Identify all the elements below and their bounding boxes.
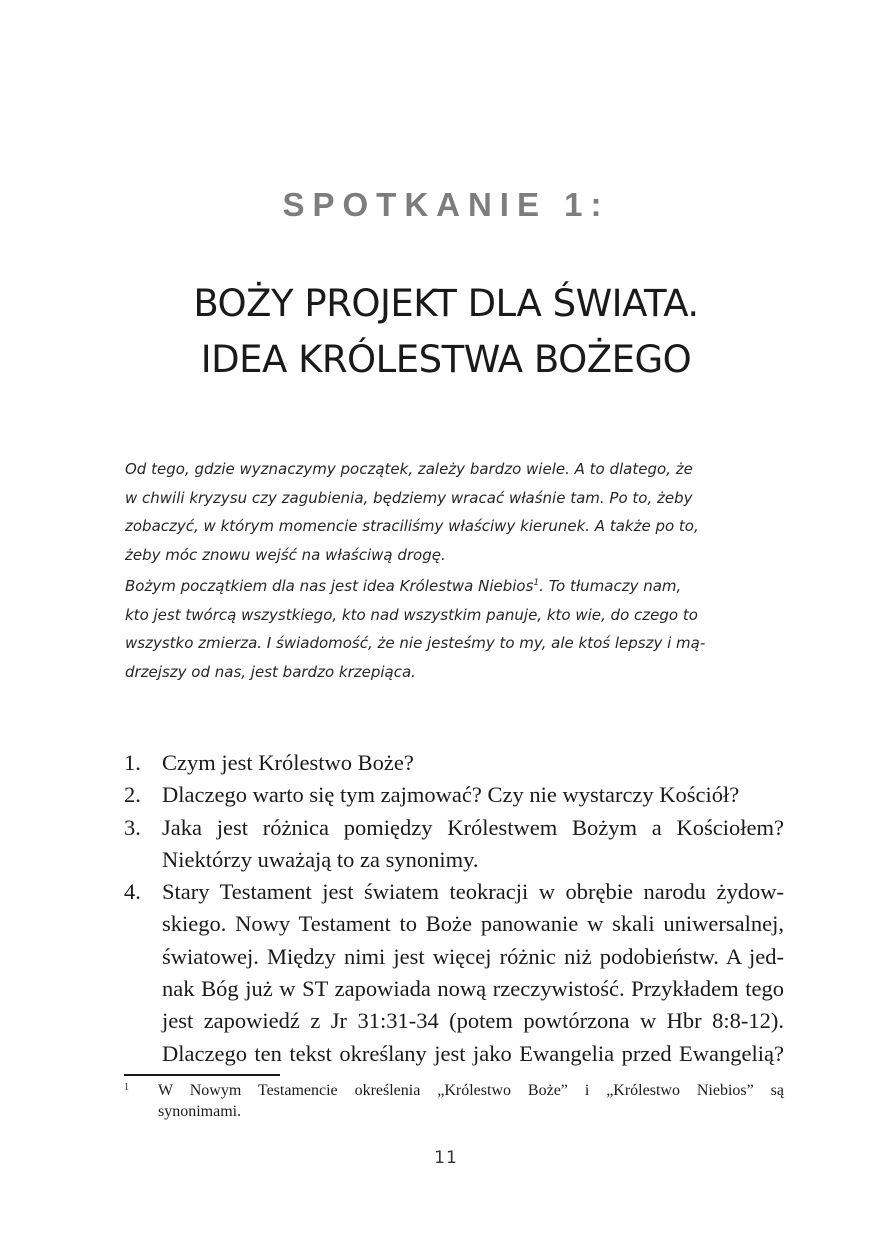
- footnote-line: W Nowym Testamencie określenia „Królestwo Boże” i „Królestwo Niebios” są: [158, 1082, 784, 1099]
- question-line: Czym jest Królestwo Boże?: [162, 750, 414, 775]
- question-line: Niektórzy uważają to za synonimy.: [162, 846, 479, 872]
- footnote-line: synonimami.: [158, 1103, 242, 1120]
- question-text: [162, 747, 784, 779]
- intro-text-span: Bożym początkiem dla nas jest idea Królestwa Niebios: [125, 577, 534, 595]
- page-number: 11: [434, 1148, 458, 1168]
- question-text: [162, 876, 784, 1070]
- question-number: 1.: [124, 750, 141, 775]
- question-line: nak Bóg już w ST zapowiada nową rzeczywistość. Przykładem tego: [162, 976, 784, 1002]
- question-number: 2.: [124, 782, 141, 808]
- question-line: światowej. Między nimi jest więcej różnic niż podobieństw. A jed-: [162, 943, 784, 969]
- intro-line: kto jest twórcą wszystkiego, kto nad wszystkim panuje, kto wie, do czego to: [125, 605, 698, 624]
- intro-paragraph-2: [125, 572, 725, 686]
- chapter-title-line-2: IDEA KRÓLESTWA BOŻEGO: [200, 338, 692, 381]
- question-line: Stary Testament jest światem teokracji w obrębie narodu żydow-: [162, 879, 784, 905]
- question-line: Jaka jest różnica pomiędzy Królestwem Bożym a Kościołem?: [162, 814, 784, 840]
- intro-line: zobaczyć, w którym momencie straciliśmy właściwy kierunek. A także po to,: [125, 517, 699, 535]
- question-number: 4.: [124, 879, 141, 905]
- footnote-number: 1: [124, 1082, 129, 1093]
- chapter-label: SPOTKANIE 1:: [282, 186, 610, 223]
- question-line: Dlaczego warto się tym zajmować? Czy nie wystarczy Kościół?: [162, 782, 740, 808]
- question-line: skiego. Nowy Testament to Boże panowanie w skali uniwersalnej,: [162, 911, 784, 937]
- footnote-text: [158, 1080, 784, 1122]
- footnote-divider: [124, 1074, 280, 1076]
- intro-line: wszystko zmierza. I świadomość, że nie jesteśmy to my, ale ktoś lepszy i mą-: [125, 634, 706, 652]
- intro-line: Od tego, gdzie wyznaczymy początek, zależy bardzo wiele. A to dlatego, że: [125, 460, 693, 478]
- intro-text-span: . To tłumaczy nam,: [539, 577, 682, 595]
- chapter-title-line-1: BOŻY PROJEKT DLA ŚWIATA.: [193, 282, 699, 325]
- intro-line: [125, 572, 725, 601]
- question-text: [162, 812, 784, 877]
- footnote-reference[interactable]: 1: [533, 578, 540, 588]
- intro-line: w chwili kryzysu czy zagubienia, będziemy wracać właśnie tam. Po to, żeby: [125, 488, 693, 507]
- question-list: [124, 747, 784, 1070]
- question-item: [124, 876, 784, 1070]
- question-line: Dlaczego ten tekst określany jest jako Ewangelia przed Ewangelią?: [162, 1040, 784, 1066]
- footnote: [124, 1080, 784, 1122]
- intro-line: żeby móc znowu wejść na właściwą drogę.: [125, 545, 446, 564]
- intro-text: [125, 455, 725, 689]
- intro-paragraph-1: [125, 455, 725, 569]
- question-line: jest zapowiedź z Jr 31:31-34 (potem powtórzona w Hbr 8:8-12).: [162, 1008, 784, 1034]
- chapter-title: [0, 276, 892, 388]
- question-item: [124, 779, 784, 811]
- question-text: [162, 779, 784, 811]
- intro-line: drzejszy od nas, jest bardzo krzepiąca.: [125, 662, 416, 681]
- question-item: [124, 812, 784, 877]
- question-number: 3.: [124, 814, 141, 840]
- question-item: [124, 747, 784, 779]
